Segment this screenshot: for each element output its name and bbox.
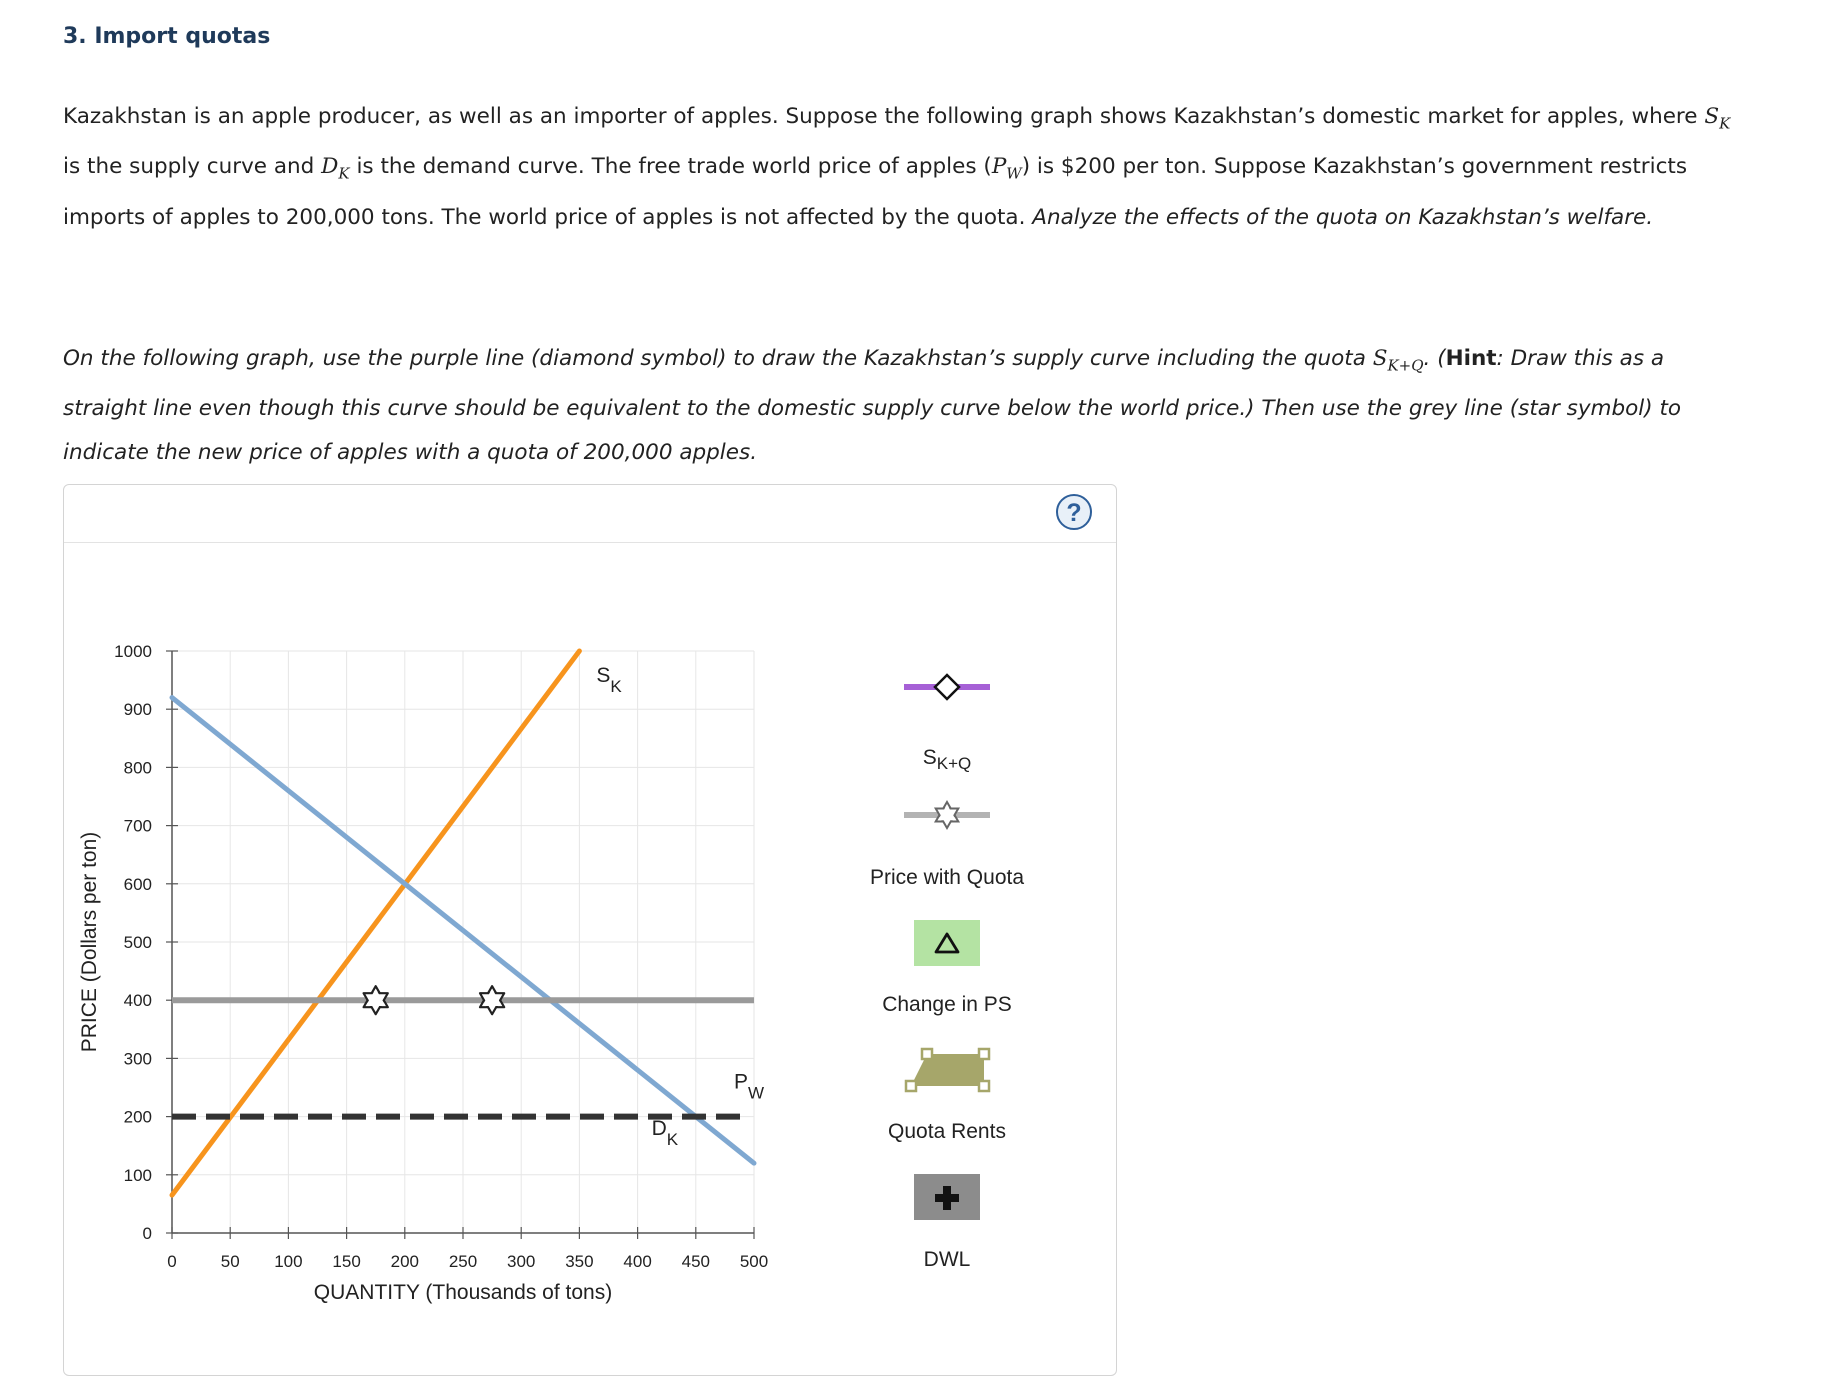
x-tick-label: 500 <box>739 1252 769 1271</box>
x-tick-label: 50 <box>220 1252 240 1271</box>
paragraph-text: : Draw this as a straight line even though this curve should be equivalent to the domestic supply curve below the world price.) Then use the grey line (star symbol) to indicate the new price of apples with a quota of 200,000 apples. <box>63 346 1682 466</box>
demand-label: $D_K$ <box>651 1117 679 1150</box>
y-tick-label: 300 <box>123 1049 152 1069</box>
y-tick-label: 600 <box>123 874 152 894</box>
legend-label-skq: $S_{K+Q}$ <box>922 746 972 774</box>
x-axis-title: QUANTITY (Thousands of tons) <box>313 1281 613 1304</box>
legend-label-dwl: DWL <box>923 1248 971 1271</box>
sk-symbol: $S_K$ <box>1704 104 1731 133</box>
y-tick-label: 0 <box>142 1224 152 1243</box>
x-tick-label: 300 <box>507 1252 536 1271</box>
legend-label-change-in-ps: Change in PS <box>882 993 1012 1016</box>
y-tick-label: 700 <box>123 816 152 836</box>
paragraph-text: is the demand curve. The free trade world price of apples ( <box>349 154 992 180</box>
x-tick-label: 200 <box>390 1252 419 1271</box>
help-icon[interactable]: ? <box>1056 494 1092 530</box>
pw-symbol: $P_W$ <box>991 154 1022 183</box>
x-tick-label: 450 <box>681 1252 710 1271</box>
dk-symbol: $D_K$ <box>321 154 350 183</box>
y-tick-label: 400 <box>123 991 152 1011</box>
legend-label-quota-rents: Quota Rents <box>888 1120 1006 1143</box>
x-tick-label: 0 <box>167 1252 177 1271</box>
paragraph-text: On the following graph, use the purple line (diamond symbol) to draw the Kazakhstan’s supply curve including the quota <box>63 346 1373 371</box>
hint-label: Hint <box>1445 346 1497 371</box>
trapezoid-handle <box>922 1049 932 1059</box>
trapezoid-handle <box>906 1081 916 1091</box>
legend-change-in-ps-swatch[interactable] <box>914 920 980 966</box>
y-tick-label: 200 <box>123 1107 152 1127</box>
y-tick-label: 1000 <box>114 642 152 661</box>
supply-label: $S_K$ <box>596 664 622 696</box>
domestic-supply-line <box>172 651 579 1195</box>
paragraph-task: Analyze the effects of the quota on Kazakhstan’s welfare. <box>1032 204 1654 230</box>
paragraph-text: Kazakhstan is an apple producer, as well as an importer of apples. Suppose the following graph shows Kazakhstan’s domestic market for apples, where <box>63 104 1705 129</box>
paragraph-text: is the supply curve and <box>63 154 322 180</box>
y-tick-label: 900 <box>123 700 152 720</box>
paragraph-text: ) is $200 per ton. Suppose Kazakhstan’s government restricts imports of apples to 200,000 tons. The world price of apples is not affected by the quota. <box>63 154 1688 230</box>
skq-symbol: $S_{K+Q}$ <box>1372 346 1424 375</box>
world-price-label: $P_W$ <box>734 1070 765 1103</box>
paragraph-text: . ( <box>1423 346 1446 371</box>
trapezoid-handle <box>979 1081 989 1091</box>
x-tick-label: 150 <box>332 1252 361 1271</box>
x-tick-label: 250 <box>448 1252 478 1271</box>
y-tick-label: 100 <box>123 1165 152 1185</box>
question-title: 3. Import quotas <box>63 24 271 49</box>
x-tick-label: 400 <box>623 1252 652 1271</box>
diamond-icon[interactable] <box>935 675 959 699</box>
y-tick-label: 500 <box>123 933 152 952</box>
legend-label-price-with-quota: Price with Quota <box>869 866 1025 889</box>
trapezoid-handle <box>979 1049 989 1059</box>
y-axis-title: PRICE (Dollars per ton) <box>78 831 101 1053</box>
x-tick-label: 350 <box>565 1252 594 1271</box>
y-tick-label: 800 <box>123 758 152 778</box>
x-tick-label: 100 <box>274 1252 303 1271</box>
